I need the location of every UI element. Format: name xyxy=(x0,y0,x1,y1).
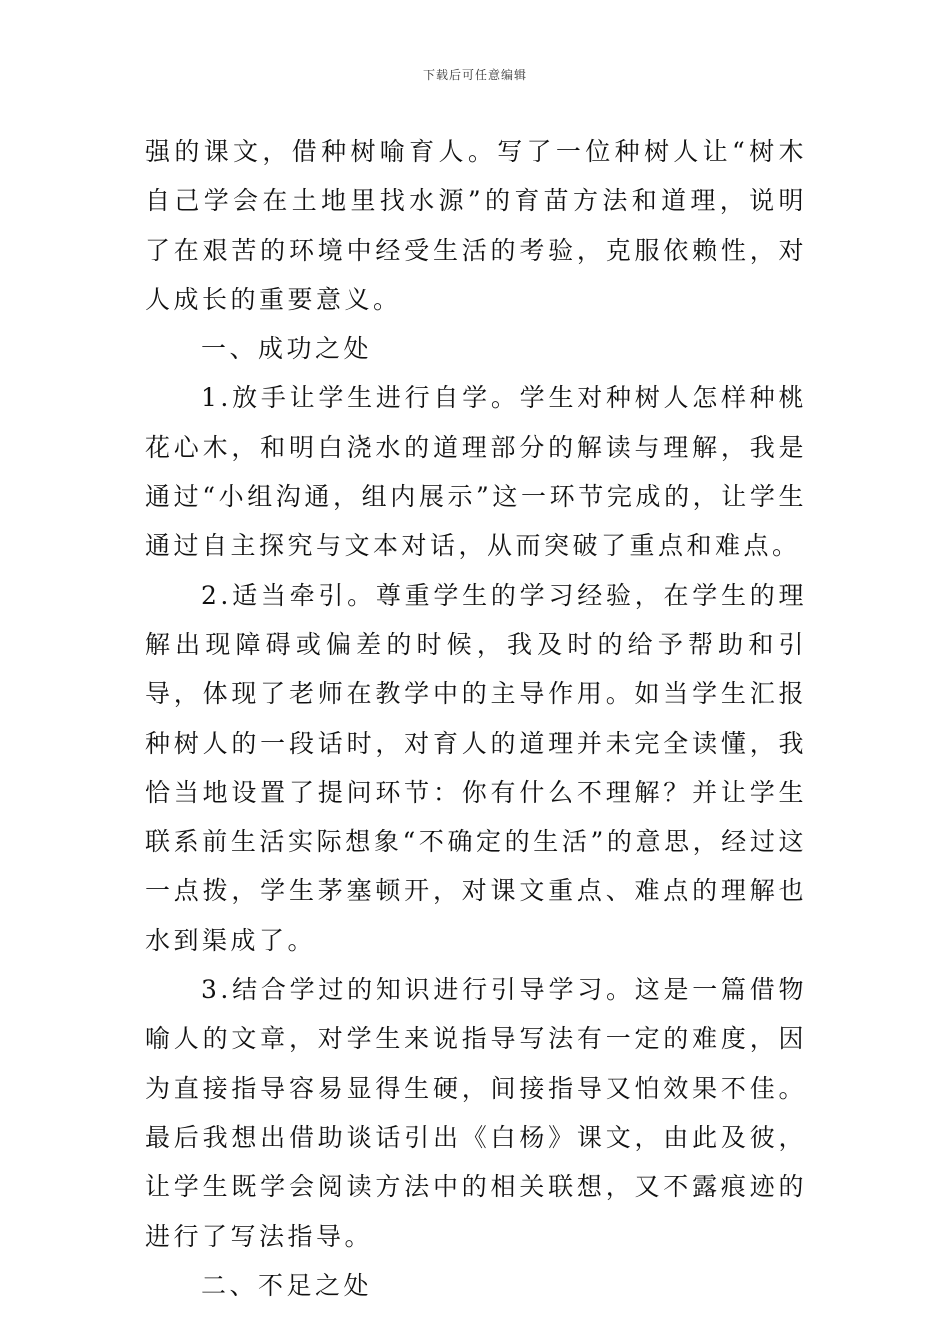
paragraph-intro-continued: 强的课文，借种树喻育人。写了一位种树人让“树木自己学会在土地里找水源”的育苗方法和道理，说明了在艰苦的环境中经受生活的考验，克服依赖性，对人成长的重要意义。 xyxy=(145,137,807,314)
paragraph-point-1: 1.放手让学生进行自学。学生对种树人怎样种桃花心木，和明白浇水的道理部分的解读与理解，我是通过“小组沟通，组内展示”这一环节完成的，让学生通过自主探究与文本对话，从而突破了重点和难点。 xyxy=(145,383,807,561)
paragraph-point-2: 2.适当牵引。尊重学生的学习经验，在学生的理解出现障碍或偏差的时候，我及时的给予帮助和引导，体现了老师在教学中的主导作用。如当学生汇报种树人的一段话时，对育人的道理并未完全读懂，我恰当地设置了提问环节：你有什么不理解？并让学生联系前生活实际想象“不确定的生活”的意思，经过这一点拨，学生茅塞顿开，对课文重点、难点的理解也水到渠成了。 xyxy=(145,580,807,955)
page-header-note: 下载后可任意编辑 xyxy=(422,68,527,82)
document-body xyxy=(145,127,807,1310)
section-heading-shortcomings: 二、不足之处 xyxy=(201,1270,373,1300)
section-heading-successes: 一、成功之处 xyxy=(201,334,373,364)
paragraph-point-3: 3.结合学过的知识进行引导学习。这是一篇借物喻人的文章，对学生来说指导写法有一定的难度，因为直接指导容易显得生硬，间接指导又怕效果不佳。最后我想出借助谈话引出《白杨》课文，由此及彼，让学生既学会阅读方法中的相关联想，又不露痕迹的进行了写法指导。 xyxy=(145,975,807,1251)
